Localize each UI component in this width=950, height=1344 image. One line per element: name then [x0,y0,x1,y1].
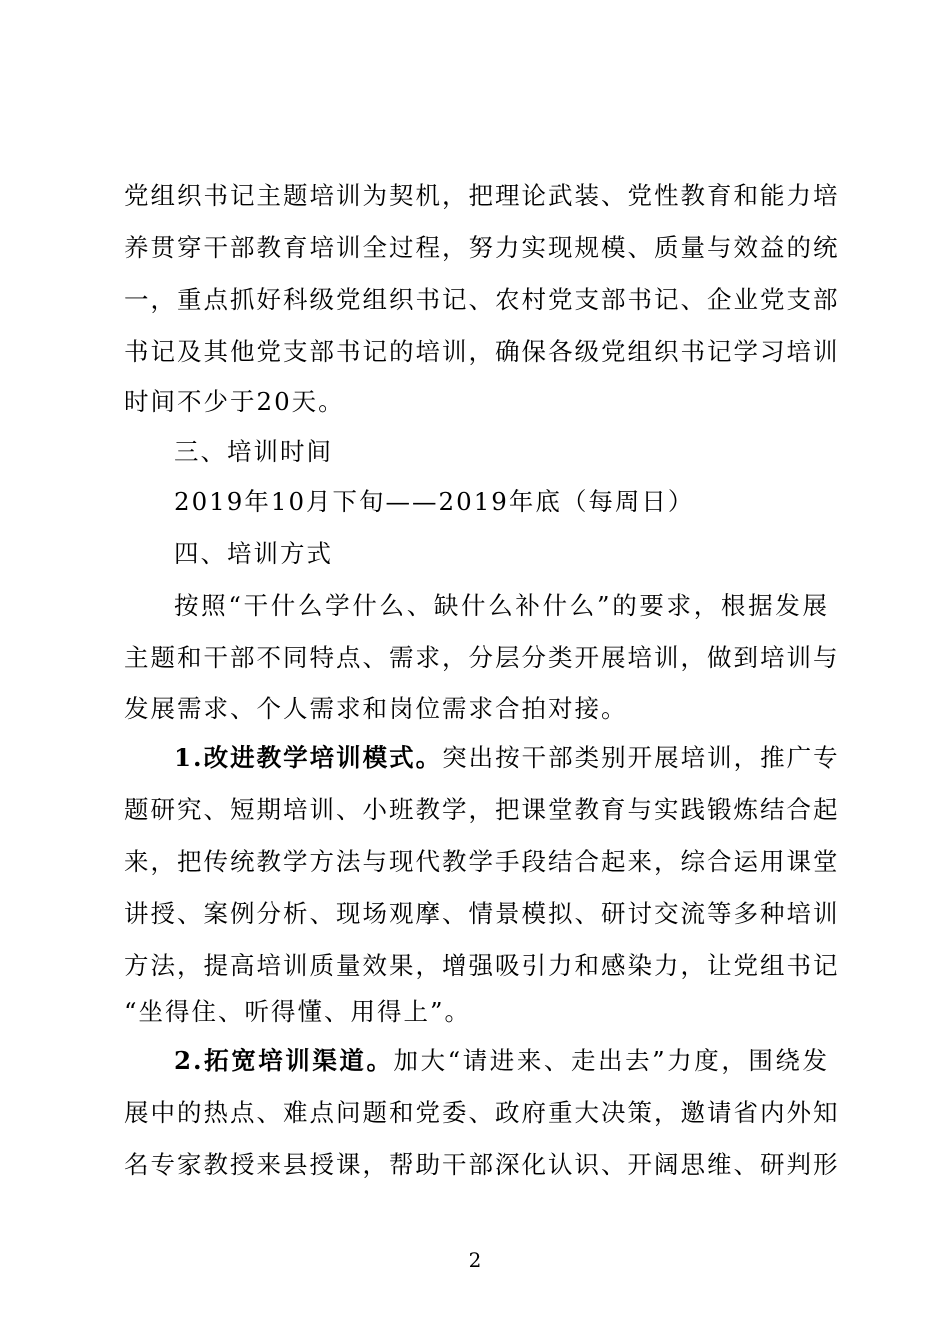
item-text: 突出按干部类别开展培训，推广专 [442,743,840,772]
paragraph-line: 来，把传统教学方法与现代教学手段结合起来，综合运用课堂 [124,847,840,876]
item-title: 2.拓宽培训渠道。 [174,1046,394,1075]
paragraph-line: 主题和干部不同特点、需求，分层分类开展培训，做到培训与 [124,643,840,672]
item-text: 加大“请进来、走出去”力度，围绕发 [393,1046,829,1075]
page-number: 2 [468,1248,482,1272]
paragraph-line: 名专家教授来县授课，帮助干部深化认识、开阔思维、研判形 [124,1150,840,1179]
paragraph-line: 题研究、短期培训、小班教学，把课堂教育与实践锻炼结合起 [124,795,840,824]
paragraph-line: 展中的热点、难点问题和党委、政府重大决策，邀请省内外知 [124,1098,840,1127]
paragraph-line: 一，重点抓好科级党组织书记、农村党支部书记、企业党支部 [124,285,840,314]
item-first-line [174,1045,829,1077]
section-text: 2019年10月下旬——2019年底（每周日） [174,487,695,516]
paragraph-line: 按照“干什么学什么、缺什么补什么”的要求，根据发展 [174,591,829,620]
paragraph-line: 讲授、案例分析、现场观摩、情景模拟、研讨交流等多种培训 [124,899,840,928]
paragraph-line: “坐得住、听得懂、用得上”。 [124,997,472,1026]
item-first-line [174,742,840,774]
item-title: 1.改进教学培训模式。 [174,743,443,772]
section-heading: 四、培训方式 [174,539,333,568]
paragraph-line: 党组织书记主题培训为契机，把理论武装、党性教育和能力培 [124,181,840,210]
section-heading: 三、培训时间 [174,437,333,466]
paragraph-line: 时间不少于20天。 [124,387,345,416]
paragraph-line: 方法，提高培训质量效果，增强吸引力和感染力，让党组书记 [124,951,840,980]
paragraph-line: 书记及其他党支部书记的培训，确保各级党组织书记学习培训 [124,337,840,366]
paragraph-line: 养贯穿干部教育培训全过程，努力实现规模、质量与效益的统 [124,233,840,262]
paragraph-line: 发展需求、个人需求和岗位需求合拍对接。 [124,694,628,723]
